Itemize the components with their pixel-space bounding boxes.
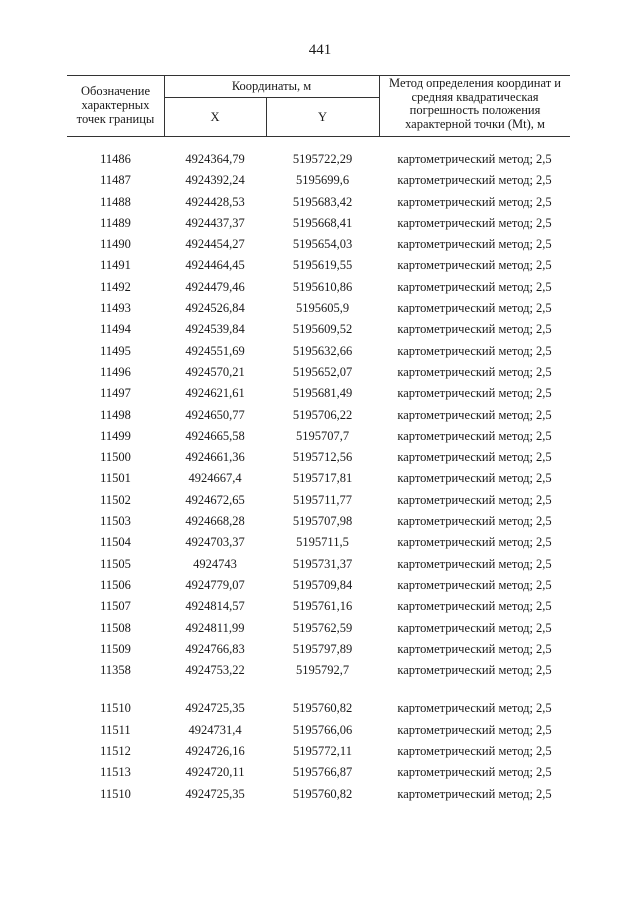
coord-x: 4924725,35 [185, 786, 245, 801]
coord-x: 4924621,61 [185, 386, 245, 401]
table-row [67, 532, 570, 553]
point-id: 11488 [100, 194, 131, 209]
method: картометрический метод; 2,5 [397, 258, 552, 273]
coord-y: 5195712,56 [292, 450, 353, 465]
point-id: 11489 [100, 215, 131, 230]
coord-x: 4924570,21 [185, 364, 245, 379]
table-row [67, 362, 570, 383]
table-row [67, 341, 570, 362]
method: картометрический метод; 2,5 [397, 663, 552, 678]
coord-x: 4924726,16 [185, 744, 245, 759]
coord-y: 5195722,29 [292, 152, 353, 166]
coord-y: 5195731,37 [292, 556, 353, 571]
coord-x: 4924766,83 [185, 641, 245, 656]
method: картометрический метод; 2,5 [397, 471, 552, 486]
table-row [67, 511, 570, 532]
point-id: 11507 [100, 599, 131, 614]
coord-x: 4924668,28 [185, 514, 245, 529]
point-id: 11487 [100, 173, 131, 188]
table-row [67, 490, 570, 511]
coord-y: 5195605,9 [295, 301, 350, 316]
method: картометрический метод; 2,5 [397, 215, 552, 230]
table-row [67, 741, 570, 762]
coord-x: 4924437,37 [185, 215, 245, 230]
point-id: 11494 [100, 322, 131, 337]
table-row [67, 784, 570, 805]
coord-y: 5195681,49 [292, 386, 353, 401]
method: картометрический метод; 2,5 [397, 701, 552, 716]
coord-y: 5195760,82 [292, 701, 353, 716]
coord-x: 4924479,46 [185, 279, 245, 294]
header-divider-3 [379, 75, 380, 136]
table-row [67, 554, 570, 575]
header-coordinates: Координаты, м [231, 79, 312, 93]
coord-y: 5195766,06 [292, 722, 353, 737]
coord-y: 5195707,98 [292, 514, 353, 529]
point-id: 11509 [100, 641, 131, 656]
coord-x: 4924454,27 [185, 237, 245, 252]
method: картометрический метод; 2,5 [397, 237, 552, 252]
method: картометрический метод; 2,5 [397, 322, 552, 337]
coord-y: 5195761,16 [292, 599, 353, 614]
coord-y: 5195632,66 [292, 343, 353, 358]
table-row [67, 639, 570, 660]
point-id: 11492 [100, 279, 131, 294]
coord-y: 5195717,81 [292, 471, 353, 486]
table-row [67, 149, 570, 170]
coord-y: 5195711,5 [296, 535, 349, 550]
point-id: 11508 [100, 620, 131, 635]
coord-y: 5195709,84 [292, 577, 353, 592]
coord-y: 5195707,7 [295, 428, 350, 443]
point-id: 11490 [100, 237, 131, 252]
coordinates-table-body [67, 149, 570, 805]
coord-x: 4924551,69 [185, 343, 245, 358]
point-id: 11499 [100, 428, 131, 443]
table-row [67, 213, 570, 234]
point-id: 11513 [100, 765, 131, 780]
coord-x: 4924539,84 [185, 322, 245, 337]
coord-y: 5195619,55 [292, 258, 353, 273]
method: картометрический метод; 2,5 [397, 152, 552, 166]
header-point-designation: Обозначение характерных точек границы [76, 84, 155, 126]
method: картометрический метод; 2,5 [397, 364, 552, 379]
coord-y: 5195706,22 [292, 407, 353, 422]
method: картометрический метод; 2,5 [397, 279, 552, 294]
point-id: 11511 [100, 722, 131, 737]
table-row [67, 405, 570, 426]
point-id: 11503 [100, 514, 131, 529]
table-row [67, 660, 570, 681]
coord-y: 5195792,7 [295, 663, 350, 678]
method: картометрический метод; 2,5 [397, 577, 552, 592]
coord-x: 4924665,58 [185, 428, 245, 443]
coord-y: 5195797,89 [292, 641, 353, 656]
point-id: 11512 [100, 744, 131, 759]
table-row [67, 255, 570, 276]
table-row [67, 618, 570, 639]
coord-y: 5195772,11 [293, 744, 352, 759]
coord-y: 5195683,42 [292, 194, 353, 209]
method: картометрический метод; 2,5 [397, 343, 552, 358]
method: картометрический метод; 2,5 [397, 428, 552, 443]
coord-y: 5195610,86 [292, 279, 353, 294]
coord-y: 5195762,59 [292, 620, 353, 635]
point-id: 11493 [100, 301, 131, 316]
point-id: 11504 [100, 535, 131, 550]
coord-y: 5195766,87 [292, 765, 353, 780]
page-number: 441 [308, 42, 332, 58]
coord-y: 5195760,82 [292, 786, 353, 801]
table-row [67, 698, 570, 719]
point-id: 11501 [100, 471, 131, 486]
table-row [67, 298, 570, 319]
table-row [67, 234, 570, 255]
table-row [67, 762, 570, 783]
method: картометрический метод; 2,5 [397, 620, 552, 635]
header-y: Y [317, 110, 328, 124]
coord-y: 5195668,41 [292, 215, 353, 230]
point-id: 11496 [100, 364, 131, 379]
method: картометрический метод; 2,5 [397, 556, 552, 571]
table-row [67, 383, 570, 404]
coord-y: 5195711,77 [293, 492, 352, 507]
method: картометрический метод; 2,5 [397, 173, 552, 188]
point-id: 11358 [100, 663, 131, 678]
coord-y: 5195652,07 [292, 364, 353, 379]
method: картометрический метод; 2,5 [397, 386, 552, 401]
coord-x: 4924661,36 [185, 450, 245, 465]
point-id: 11506 [100, 577, 131, 592]
coord-x: 4924703,37 [185, 535, 245, 550]
coord-x: 4924464,45 [185, 258, 245, 273]
coord-x: 4924720,11 [185, 765, 245, 780]
point-id: 11497 [100, 386, 131, 401]
table-row [67, 468, 570, 489]
method: картометрический метод; 2,5 [397, 407, 552, 422]
method: картометрический метод; 2,5 [397, 641, 552, 656]
point-id: 11486 [100, 152, 131, 166]
table-row [67, 596, 570, 617]
coord-y: 5195654,03 [292, 237, 353, 252]
coord-x: 4924811,99 [185, 620, 245, 635]
coord-x: 4924392,24 [185, 173, 245, 188]
point-id: 11500 [100, 450, 131, 465]
point-id: 11498 [100, 407, 131, 422]
coord-x: 4924779,07 [185, 577, 245, 592]
table-row [67, 277, 570, 298]
coord-x: 4924731,4 [188, 722, 242, 737]
method: картометрический метод; 2,5 [397, 535, 552, 550]
coord-x: 4924743 [193, 556, 237, 571]
header-sub-rule [164, 97, 379, 98]
method: картометрический метод; 2,5 [397, 744, 552, 759]
coord-x: 4924428,53 [185, 194, 245, 209]
coord-x: 4924526,84 [185, 301, 245, 316]
coord-x: 4924672,65 [185, 492, 245, 507]
coord-x: 4924364,79 [185, 152, 245, 166]
coord-x: 4924650,77 [185, 407, 245, 422]
header-method: Метод определения координат и средняя квадратическая погрешность положения характерной точки (Mt), м [389, 76, 561, 131]
point-id: 11502 [100, 492, 131, 507]
table-row [67, 447, 570, 468]
coord-x: 4924753,22 [185, 663, 245, 678]
coord-x: 4924725,35 [185, 701, 245, 716]
coord-y: 5195609,52 [292, 322, 353, 337]
method: картометрический метод; 2,5 [397, 722, 552, 737]
coord-x: 4924814,57 [185, 599, 245, 614]
point-id: 11510 [100, 786, 131, 801]
method: картометрический метод; 2,5 [397, 301, 552, 316]
method: картометрический метод; 2,5 [397, 599, 552, 614]
table-row [67, 720, 570, 741]
table-row [67, 575, 570, 596]
table-header [67, 75, 570, 137]
coord-x: 4924667,4 [188, 471, 242, 486]
coord-y: 5195699,6 [295, 173, 350, 188]
method: картометрический метод; 2,5 [397, 765, 552, 780]
table-row [67, 192, 570, 213]
method: картометрический метод; 2,5 [397, 514, 552, 529]
point-id: 11491 [100, 258, 131, 273]
header-x: X [210, 110, 220, 124]
point-id: 11505 [100, 556, 131, 571]
table-row [67, 426, 570, 447]
point-id: 11510 [100, 701, 131, 716]
point-id: 11495 [100, 343, 131, 358]
method: картометрический метод; 2,5 [397, 194, 552, 209]
header-bottom-rule [67, 136, 570, 137]
method: картометрический метод; 2,5 [397, 786, 552, 801]
method: картометрический метод; 2,5 [397, 492, 552, 507]
table-row [67, 170, 570, 191]
method: картометрический метод; 2,5 [397, 450, 552, 465]
table-row [67, 319, 570, 340]
